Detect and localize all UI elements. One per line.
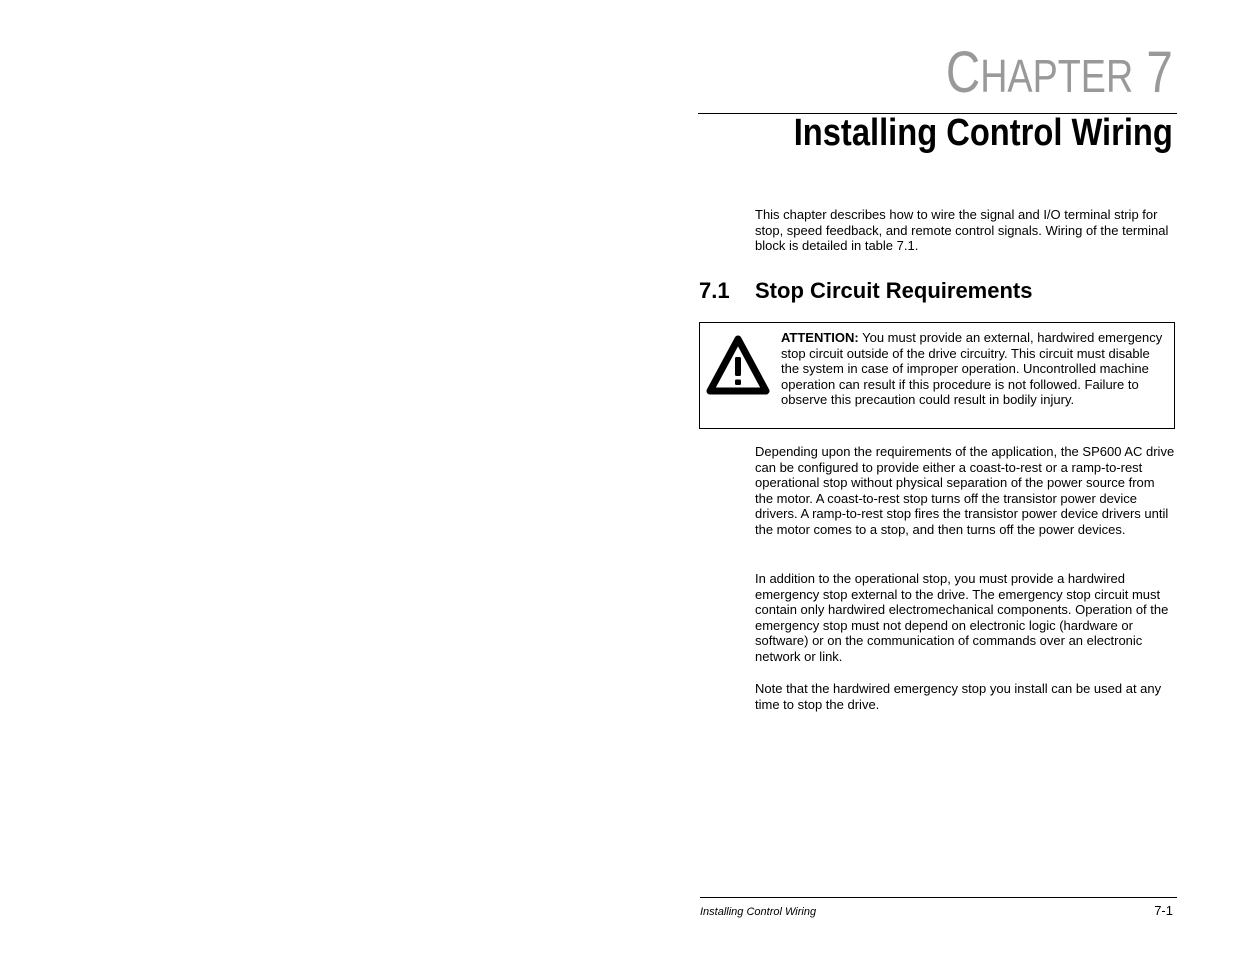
chapter-label-initial: C xyxy=(945,40,981,105)
intro-paragraph: This chapter describes how to wire the signal and I/O terminal strip for stop, speed feedback, and remote control signals. Wiring of the terminal block is detailed in table 7.1. xyxy=(755,207,1169,254)
chapter-title: Installing Control Wiring xyxy=(793,112,1173,154)
paragraph-note: Note that the hardwired emergency stop you install can be used at any time to stop the drive. xyxy=(755,681,1162,712)
attention-box xyxy=(699,322,1175,429)
section-heading xyxy=(699,277,1032,305)
footer-page-number: 7-1 xyxy=(1154,903,1173,918)
footer-title: Installing Control Wiring xyxy=(700,906,817,918)
paragraph-emergency-stop: In addition to the operational stop, you must provide a hardwired emergency stop external to the drive. The emergency stop circuit must contain only hardwired electromechanical components. Operation of the emergency stop must not depend on electronic logic (hardware or software) or on the communication of commands over an electronic network or link. xyxy=(755,571,1169,664)
attention-text xyxy=(781,330,1167,408)
attention-label: ATTENTION: xyxy=(781,330,859,345)
paragraph-stop-configuration: Depending upon the requirements of the application, the SP600 AC drive can be configured to provide either a coast-to-rest or a ramp-to-rest operational stop without physical separation of the power source from the motor. A coast-to-rest stop turns off the transistor power device drivers. A ramp-to-rest stop fires the transistor power device drivers until the motor comes to a stop, and then turns off the power devices. xyxy=(755,444,1175,537)
chapter-label xyxy=(945,40,1173,105)
section-number: 7.1 xyxy=(699,278,730,303)
footer-rule xyxy=(700,897,1177,898)
chapter-label-word: HAPTER xyxy=(980,50,1134,102)
section-title: Stop Circuit Requirements xyxy=(755,278,1033,303)
attention-message: You must provide an external, hardwired emergency stop circuit outside of the drive circuitry. This circuit must disable the system in case of improper operation. Uncontrolled machine operation can result if this procedure is not followed. Failure to observe this precaution could result in bodily injury. xyxy=(781,330,1163,408)
warning-triangle-icon xyxy=(704,331,772,399)
chapter-number: 7 xyxy=(1146,40,1173,105)
